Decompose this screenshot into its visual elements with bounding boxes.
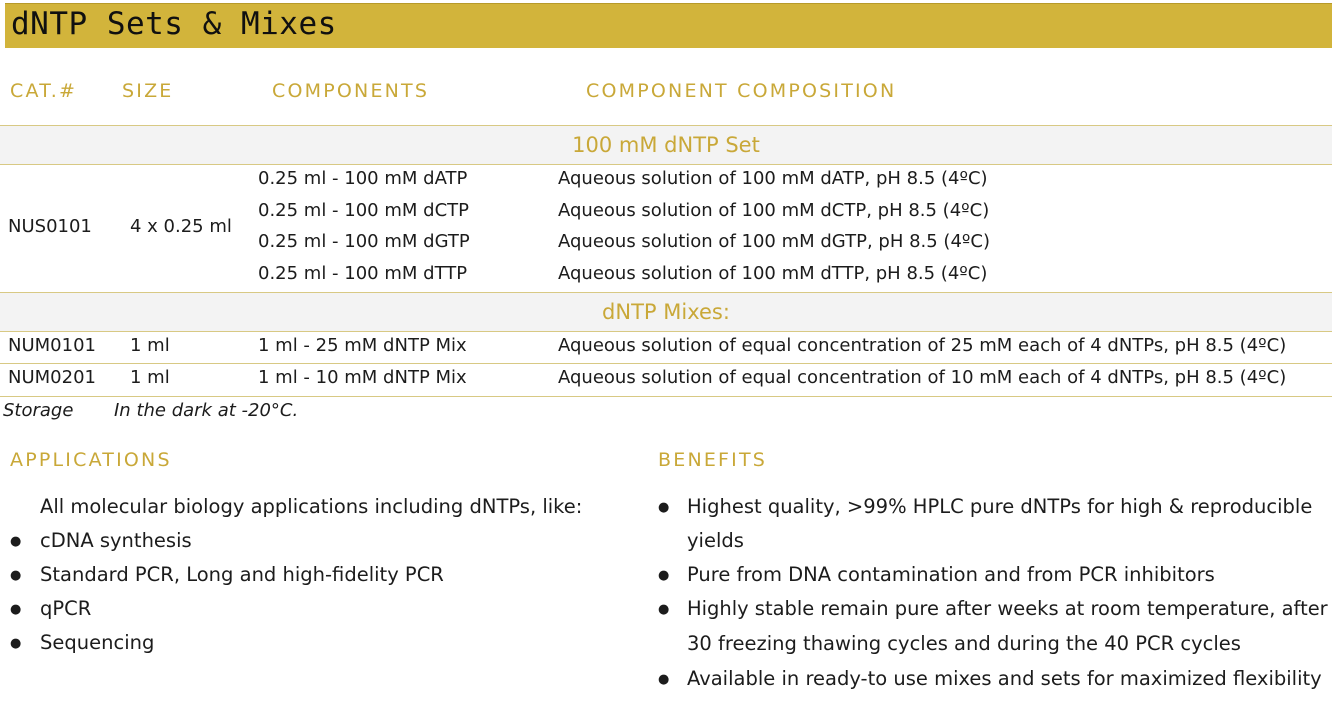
header-composition: COMPONENT COMPOSITION	[586, 80, 897, 102]
header-size: SIZE	[122, 80, 174, 102]
cat-number: NUM0201	[8, 367, 96, 388]
divider	[0, 396, 1332, 397]
page-title: dNTP Sets & Mixes	[11, 6, 337, 42]
component: 0.25 ml - 100 mM dATP	[258, 168, 468, 189]
storage-label: Storage	[3, 400, 74, 421]
section-row-mixes	[0, 293, 1332, 331]
benefit-item-line: Highest quality, >99% HPLC pure dNTPs for high & reproducible	[687, 495, 1313, 518]
size: 1 ml	[130, 335, 170, 356]
storage-value: In the dark at -20°C.	[114, 400, 299, 421]
divider	[0, 363, 1332, 364]
component: 0.25 ml - 100 mM dTTP	[258, 263, 468, 284]
header-cat: CAT.#	[10, 80, 78, 102]
application-item: cDNA synthesis	[40, 529, 192, 552]
bullet-icon: ●	[658, 602, 670, 617]
size: 1 ml	[130, 367, 170, 388]
composition: Aqueous solution of 100 mM dTTP, pH 8.5 (4ºC)	[558, 263, 988, 284]
bullet-icon: ●	[658, 568, 670, 583]
composition: Aqueous solution of 100 mM dATP, pH 8.5 (4ºC)	[558, 168, 988, 189]
component: 1 ml - 10 mM dNTP Mix	[258, 367, 467, 388]
bullet-icon: ●	[658, 672, 670, 687]
bullet-icon: ●	[10, 602, 22, 617]
benefit-item-line: Highly stable remain pure after weeks at room temperature, after	[687, 597, 1328, 620]
bullet-icon: ●	[10, 534, 22, 549]
bullet-icon: ●	[10, 636, 22, 651]
applications-intro: All molecular biology applications including dNTPs, like:	[40, 495, 583, 518]
size: 4 x 0.25 ml	[130, 216, 232, 237]
header-components: COMPONENTS	[272, 80, 430, 102]
component: 0.25 ml - 100 mM dCTP	[258, 200, 469, 221]
composition: Aqueous solution of 100 mM dCTP, pH 8.5 (4ºC)	[558, 200, 990, 221]
applications-title: APPLICATIONS	[10, 449, 172, 471]
composition: Aqueous solution of equal concentration of 25 mM each of 4 dNTPs, pH 8.5 (4ºC)	[558, 335, 1287, 356]
application-item: Sequencing	[40, 631, 155, 654]
title-bar	[5, 3, 1332, 48]
section-label: dNTP Mixes:	[602, 300, 730, 324]
section-row-set	[0, 126, 1332, 164]
section-label: 100 mM dNTP Set	[572, 133, 760, 157]
composition: Aqueous solution of 100 mM dGTP, pH 8.5 (4ºC)	[558, 231, 990, 252]
bullet-icon: ●	[10, 568, 22, 583]
application-item: Standard PCR, Long and high-fidelity PCR	[40, 563, 444, 586]
benefits-title: BENEFITS	[658, 449, 768, 471]
bullet-icon: ●	[658, 500, 670, 515]
composition: Aqueous solution of equal concentration of 10 mM each of 4 dNTPs, pH 8.5 (4ºC)	[558, 367, 1287, 388]
benefit-item-line: yields	[687, 529, 744, 552]
component: 0.25 ml - 100 mM dGTP	[258, 231, 470, 252]
divider	[0, 331, 1332, 332]
benefit-item-line: Pure from DNA contamination and from PCR inhibitors	[687, 563, 1215, 586]
cat-number: NUS0101	[8, 216, 92, 237]
divider	[0, 164, 1332, 165]
benefit-item-line: 30 freezing thawing cycles and during the 40 PCR cycles	[687, 632, 1241, 655]
application-item: qPCR	[40, 597, 92, 620]
cat-number: NUM0101	[8, 335, 96, 356]
component: 1 ml - 25 mM dNTP Mix	[258, 335, 467, 356]
benefit-item-line: Available in ready-to use mixes and sets for maximized flexibility	[687, 667, 1322, 690]
